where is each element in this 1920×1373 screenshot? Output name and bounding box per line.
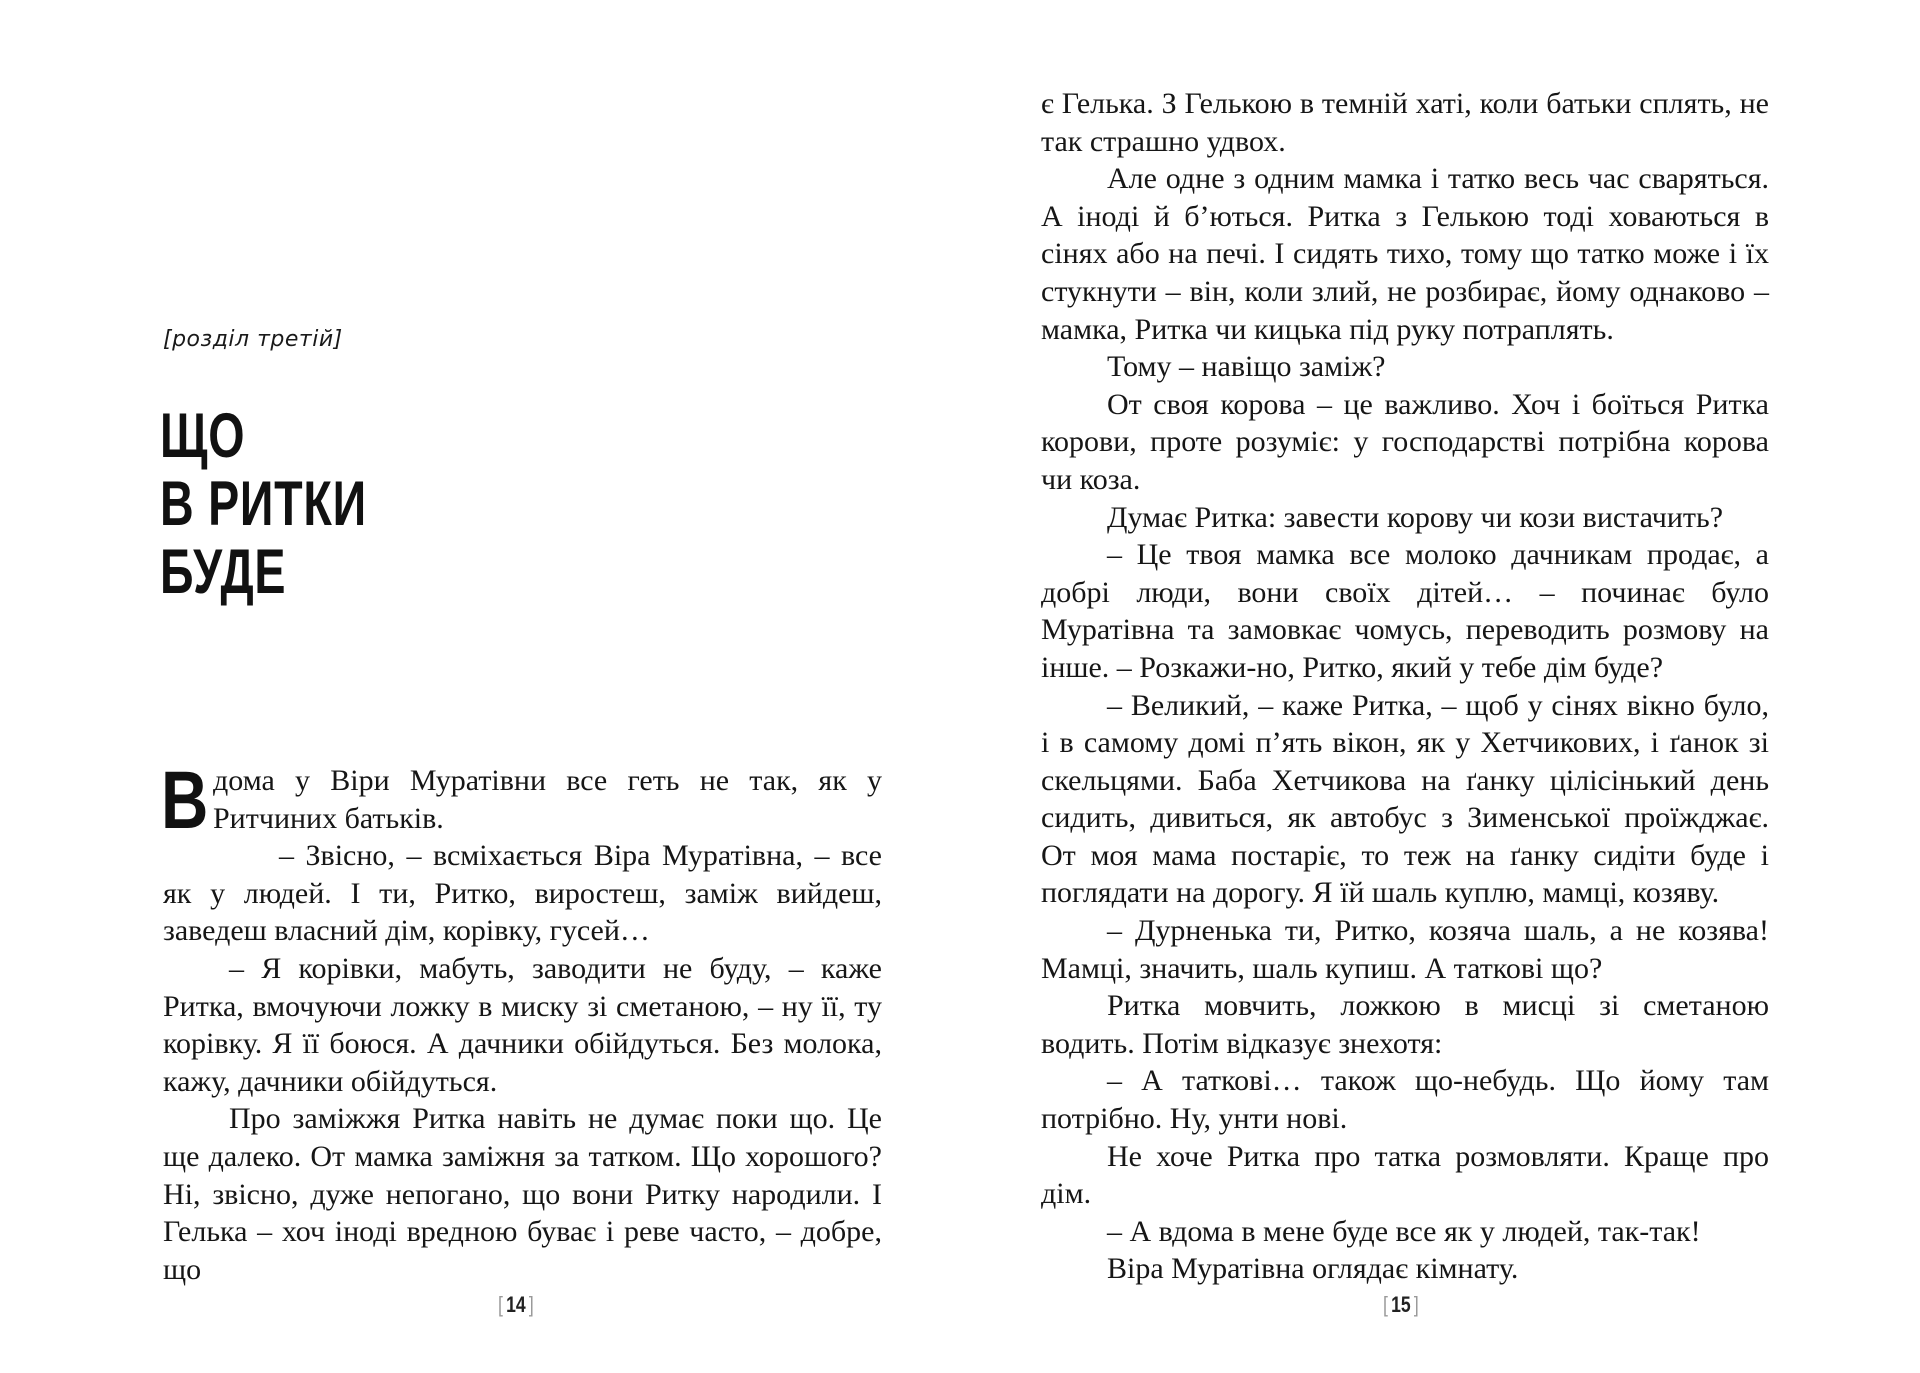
page-number-bracket: [	[498, 1292, 503, 1317]
paragraph: Але одне з одним мамка і татко весь час сваряться. А іноді й б’ються. Ритка з Гелькою тоді ховаються в сінях або на печі. І сидять тихо, тому що татко може і їх стукнути – він, коли злий, не розбирає, йому однаково – мамка, Ритка чи кицька під руку потраплять.	[1041, 162, 1769, 346]
paragraph: Тому – навіщо заміж?	[1107, 350, 1386, 384]
chapter-title-line: БУДЕ	[160, 537, 287, 607]
page-number-bracket: ]	[1413, 1292, 1419, 1317]
paragraph: – Великий, – каже Ритка, – щоб у сінях вікно було, і в самому домі п’ять вікон, як у Хетчикових, і ґанок зі скельцями. Баба Хетчикова на ґанку цілісінький день сидить, дивиться, як автобус з Зименської проїжджає. От моя мама постаріє, то теж на ґанку сидіти буде і поглядати на дорогу. Я їй шаль куплю, мамці, козяву.	[1041, 688, 1769, 910]
paragraph: – А вдома в мене буде все як у людей, так-так!	[1107, 1214, 1701, 1248]
page-number-value: 14	[506, 1292, 526, 1317]
paragraph: – Я корівки, мабуть, заводити не буду, – каже Ритка, вмочуючи ложку в миску зі сметаною, – ну її, ту корівку. Я її боюся. А дачники обійдуться. Без молока, кажу, дачники обійдуться.	[163, 951, 882, 1098]
chapter-title	[160, 402, 367, 606]
body-text-right	[1041, 85, 1769, 1288]
paragraph: – Звісно, – всміхається Віра Муратівна, – все як у людей. І ти, Ритко, виростеш, заміж вийдеш, заведеш власний дім, корівку, гусей…	[163, 839, 882, 948]
paragraph: Думає Ритка: завести корову чи кози вистачить?	[1107, 500, 1724, 534]
paragraph: Ритка мовчить, ложкою в мисці зі сметаною водить. Потім відказує знехотя:	[1041, 989, 1769, 1060]
paragraph-text: дома у Віри Муратівни все геть не так, як у Ритчиних батьків.	[213, 764, 882, 835]
right-page	[960, 0, 1920, 1373]
body-text-left	[161, 755, 882, 1288]
paragraph: є Гелька. З Гелькою в темній хаті, коли батьки сплять, не так страшно удвох.	[1041, 87, 1769, 158]
paragraph: Не хоче Ритка про татка розмовляти. Краще про дім.	[1041, 1139, 1769, 1211]
paragraph: – А таткові… також що-небудь. Що йому там потрібно. Ну, унти нові.	[1041, 1064, 1769, 1136]
paragraph	[161, 755, 882, 846]
chapter-title-line: В РИТКИ	[160, 469, 367, 539]
chapter-label: [розділ третій]	[163, 327, 343, 352]
paragraph: Віра Муратівна оглядає кімнату.	[1107, 1252, 1519, 1286]
paragraph: – Це твоя мамка все молоко дачникам продає, а добрі люди, вони своїх дітей… – починає було Муратівна та замовкає чомусь, переводить розмову на інше. – Розкажи-но, Ритко, який у тебе дім буде?	[1041, 538, 1769, 684]
chapter-title-line: ЩО	[160, 401, 246, 471]
page-number-bracket: [	[1383, 1292, 1388, 1317]
paragraph: От своя корова – це важливо. Хоч і боїться Ритка корови, проте розуміє: у господарстві потрібна корова чи коза.	[1041, 387, 1769, 496]
drop-cap: В	[161, 755, 209, 846]
paragraph: Про заміжжя Ритка навіть не думає поки що. Це ще далеко. От мамка заміжня за татком. Що хорошого? Ні, звісно, дуже непогано, що вони Ритку народили. І Гелька – хоч іноді вредною буває і реве часто, – добре, що	[163, 1102, 882, 1286]
page-number-value: 15	[1391, 1292, 1411, 1317]
page-number-bracket: ]	[528, 1292, 534, 1317]
page-number-right	[1383, 1292, 1419, 1318]
page-number-left	[498, 1292, 534, 1318]
paragraph: – Дурненька ти, Ритко, козяча шаль, а не козява! Мамці, значить, шаль купиш. А таткові що?	[1041, 914, 1769, 985]
